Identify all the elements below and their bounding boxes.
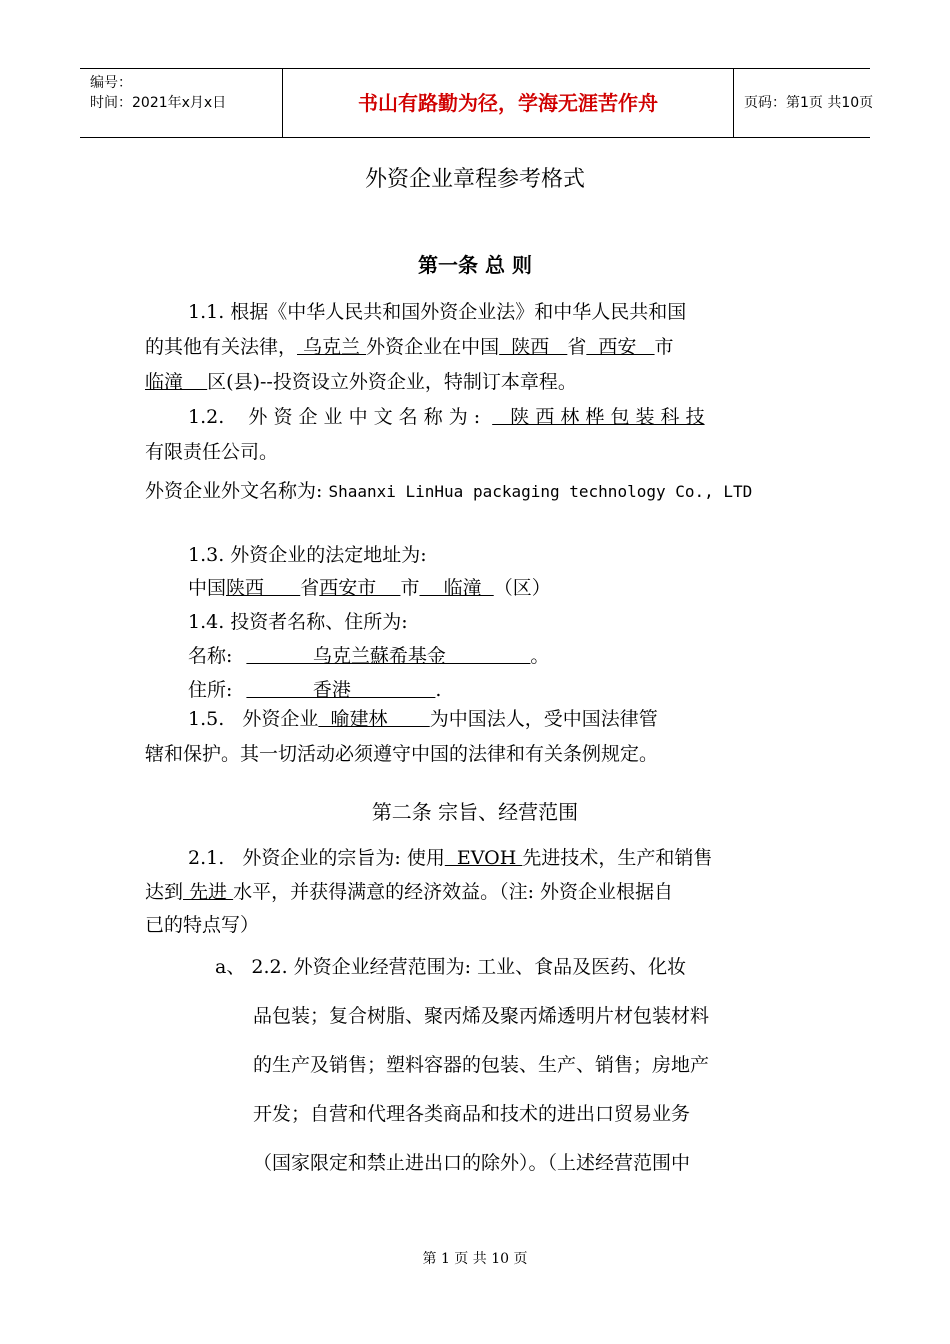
- address-city-field: 西安市: [319, 577, 401, 599]
- paragraph-2-2-line-2: 品包装；复合树脂、聚丙烯及聚丙烯透明片材包装材料: [253, 1005, 710, 1027]
- text-segment: 水平，并获得满意的经济效益。（注: 外资企业根据自: [233, 881, 674, 903]
- document-number-label: 编号：: [90, 75, 132, 91]
- text-segment: 住所:: [188, 679, 233, 701]
- text-segment: 外资企业在中国: [366, 336, 500, 358]
- address-district-field: 临潼: [419, 577, 494, 599]
- text-segment: 省: [300, 577, 320, 599]
- document-time: 时间：2021年x月x日: [90, 95, 227, 111]
- paragraph-2-2-line-1: a、 2.2. 外资企业经营范围为: 工业、食品及医药、化妆: [215, 956, 687, 978]
- paragraph-2-1-line-3: 已的特点写）: [145, 914, 260, 936]
- text-segment: 外资企业外文名称为:: [145, 480, 329, 502]
- document-title: 外资企业章程参考格式: [364, 167, 585, 192]
- technology-field: EVOH: [444, 847, 523, 869]
- paragraph-2-1-line-2: [145, 880, 673, 904]
- text-segment: 2.1. 外资企业的宗旨为: 使用: [188, 847, 445, 869]
- text-segment: 市: [654, 336, 674, 358]
- paragraph-2-2-line-4: 开发；自营和代理各类商品和技术的进出口贸易业务: [253, 1103, 691, 1125]
- paragraph-1-5-line-1: [188, 707, 658, 731]
- investor-name-field: 乌克兰蘇希基金: [246, 645, 531, 667]
- legal-person-field: 喻建林: [318, 708, 430, 730]
- text-segment: （区）: [493, 577, 551, 599]
- foreign-name-value: Shaanxi LinHua packaging technology Co., LTD: [328, 482, 753, 501]
- paragraph-1-2-line-1: [188, 405, 705, 429]
- paragraph-2-2-line-5: （国家限定和禁止进出口的除外）。（上述经营范围中: [253, 1152, 691, 1174]
- paragraph-1-1-line-1: 1.1. 根据《中华人民共和国外资企业法》和中华人民共和国: [188, 301, 687, 323]
- text-segment: .: [435, 679, 442, 701]
- legal-address-line: [188, 576, 551, 600]
- province-field: 陕西: [499, 336, 568, 358]
- text-segment: 省: [567, 336, 587, 358]
- article-1-heading: 第一条 总 则: [418, 253, 532, 277]
- foreign-name-line: [145, 479, 752, 504]
- district-field: 临潼: [145, 371, 208, 393]
- header-meta: [80, 69, 282, 137]
- header-page-info: 页码：第1页 共10页: [744, 95, 874, 111]
- text-segment: 中国: [188, 577, 227, 599]
- chinese-name-field: 陕 西 林 桦 包 装 科 技: [492, 406, 705, 428]
- paragraph-2-1-line-1: [188, 846, 712, 870]
- investor-address-field: 香港: [246, 679, 436, 701]
- page-footer: 第 1 页 共 10 页: [422, 1251, 528, 1267]
- paragraph-1-2-line-2: 有限责任公司。: [145, 441, 279, 463]
- paragraph-1-4: 1.4. 投资者名称、住所为:: [188, 611, 408, 633]
- text-segment: 为中国法人，受中国法律管: [429, 708, 658, 730]
- text-segment: 名称:: [188, 645, 233, 667]
- paragraph-2-2-line-3: 的生产及销售；塑料容器的包装、生产、销售；房地产: [253, 1054, 710, 1076]
- investor-name-line: [188, 644, 549, 668]
- text-segment: 达到: [145, 881, 184, 903]
- text-segment: 区(县)--投资设立外资企业，特制订本章程。: [207, 371, 577, 393]
- text-segment: 先进技术，生产和销售: [522, 847, 713, 869]
- paragraph-1-1-line-3: [145, 370, 577, 394]
- city-field: 西安: [586, 336, 655, 358]
- level-field: 先进: [183, 881, 234, 903]
- text-segment: 1.2. 外 资 企 业 中 文 名 称 为 :: [188, 406, 481, 428]
- address-province-field: 陕西: [226, 577, 301, 599]
- text-segment: 。: [530, 645, 550, 667]
- paragraph-1-5-line-2: 辖和保护。其一切活动必须遵守中国的法律和有关条例规定。: [145, 743, 659, 765]
- text-segment: 市: [400, 577, 420, 599]
- paragraph-1-3: 1.3. 外资企业的法定地址为:: [188, 544, 427, 566]
- text-segment: 1.5. 外资企业: [188, 708, 319, 730]
- investor-country-field: 乌克兰: [297, 336, 367, 358]
- header-motto: 书山有路勤为径，学海无涯苦作舟: [282, 69, 734, 137]
- article-2-heading: 第二条 宗旨、经营范围: [371, 800, 579, 824]
- text-segment: 的其他有关法律，: [145, 336, 298, 358]
- page-header: [80, 68, 874, 138]
- investor-address-line: [188, 678, 441, 702]
- paragraph-1-1-line-2: [145, 335, 674, 359]
